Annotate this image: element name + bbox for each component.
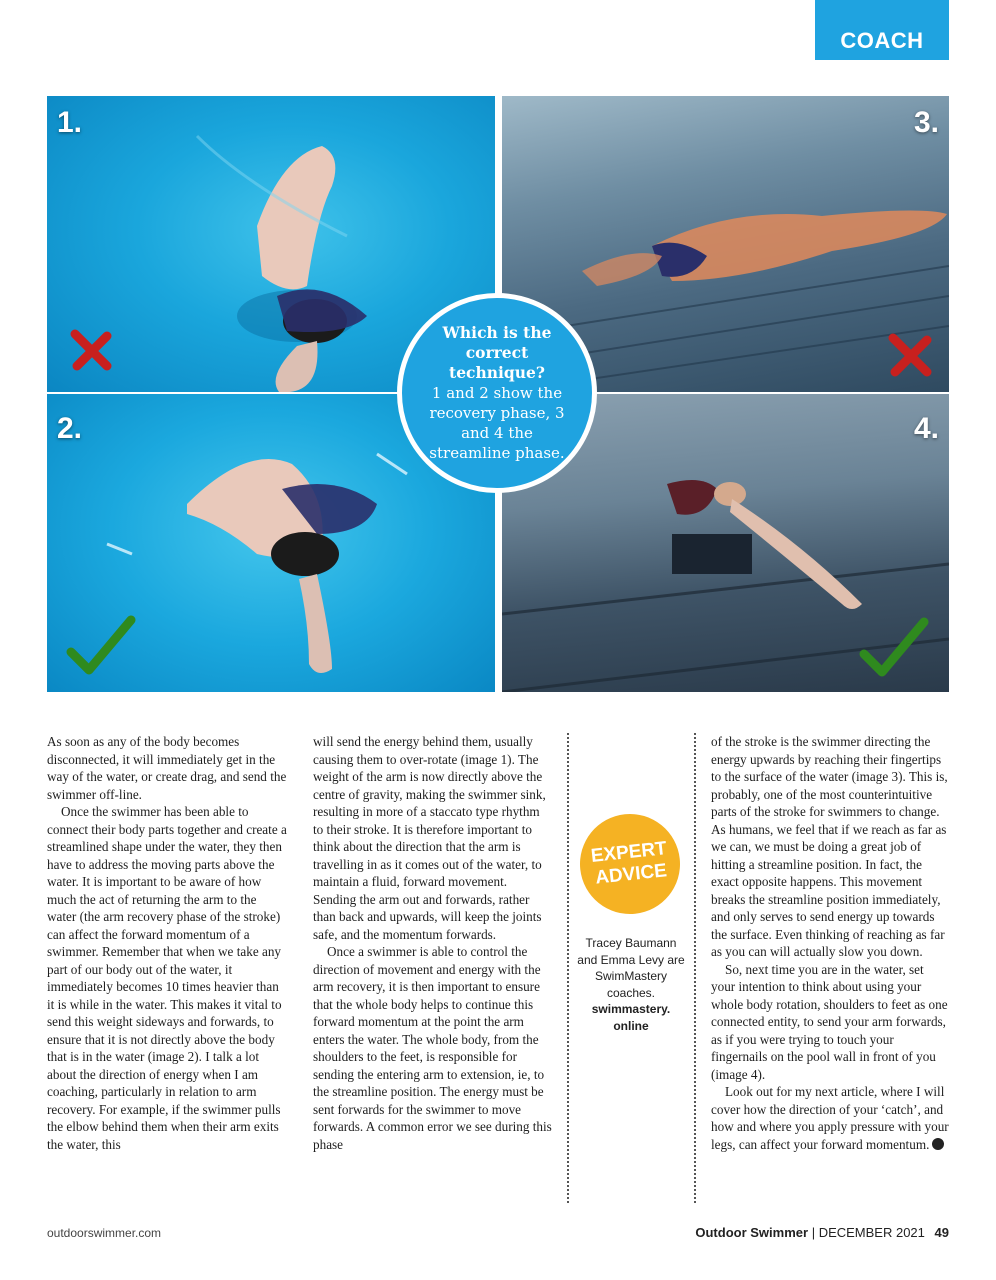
paragraph: of the stroke is the swimmer directing the energy upwards by reaching their fingertips to the surface of the water (image 3). This is, probably, one of the most counterintuitive parts of the stroke for swimmers to change. As humans, we feel that if we reach as far as we can, we must be doing a great job of hitting a streamline position. In fact, the exact opposite happens. This movement breaks the streamline position immediately, and only serves to send energy up towards the surface. Even thinking of reaching as far as you can will actually slow you down. [711,734,948,959]
column-divider [567,733,569,1203]
technique-callout [397,293,597,493]
author-website-link[interactable]: swimmastery. online [591,1002,671,1033]
badge-line-1: EXPERT [589,838,668,867]
callout-question: Which is the correct technique? [442,323,552,382]
cross-icon [887,332,935,380]
paragraph: will send the energy behind them, usually causing them to over-rotate (image 1). The weight of the arm is now directly above the centre of gravity, making the swimmer sink, resulting in more of a staccato type rhythm to their stroke. It is therefore important to think about the direction that the arm is travelling in as it comes out of the water, to maintain a fluid, forward movement. Sending the arm out and forwards, rather than back and upwards, will keep the joints safe, and the momentum forwards. [313,734,546,942]
check-icon [858,614,930,680]
paragraph: Once a swimmer is able to control the direction of movement and energy with the arm recovery, it is then important to ensure that the whole body helps to continue this forward momentum at the point the arm enters the water. The whole body, from the shoulders to the feet, is responsible for sending the entering arm to extension, ie, to the streamline position. The energy must be sent forwards for the swimmer to move forwards. A common error we see during this phase [313,944,552,1152]
paragraph: So, next time you are in the water, set your intention to think about using your whole body rotation, shoulders to feet as one connected entity, to send your arm forwards, as if you were trying to touch your fingernails on the pool wall in front of you (image 4). [711,961,948,1082]
paragraph: Once the swimmer has been able to connect their body parts together and create a streamlined shape under the water, they then have to address the moving parts above the water. It is important to be aware of how much the act of returning the arm to the water (the arm recovery phase of the stroke) can affect the forward momentum of a swimmer. Remember that when we take any part of our body out of the water, it immediately becomes 10 times heavier than it is while in the water. This makes it vital to send this weight sideways and forwards, to ensure that it is not directly above the body that is in the water (image 2). I talk a lot about the direction of energy when I am coaching, particularly in relation to arm recovery. For example, if the swimmer pulls the elbow behind them when their arm exits the water, this [47,804,287,1152]
photo-number: 2. [57,412,83,445]
magazine-name: Outdoor Swimmer [695,1225,809,1240]
paragraph-last [711,1083,951,1153]
photo-number: 3. [913,106,939,139]
end-mark-icon [932,1138,944,1150]
callout-answer: 1 and 2 show the recovery phase, 3 and 4 the streamline phase. [429,384,565,462]
cross-icon [69,328,113,372]
page-number: 49 [934,1225,949,1240]
badge-line-2: ADVICE [594,860,668,889]
section-tab: COACH [815,0,949,60]
article-column-1 [47,733,287,1153]
footer-folio [695,1225,949,1240]
column-divider [694,733,696,1203]
issue-date: DECEMBER 2021 [818,1225,925,1240]
paragraph: As soon as any of the body becomes disconnected, it will immediately get in the way of the water, or create drag, and send the swimmer off-line. [47,734,287,802]
paragraph-text: Look out for my next article, where I will cover how the direction of your ‘catch’, and how and where you apply pressure with your legs, can affect your forward momentum. [711,1084,949,1152]
expert-advice-badge [575,809,685,919]
separator: | [811,1225,819,1240]
article-column-2 [313,733,553,1153]
author-bio [574,935,688,1034]
bio-text: Tracey Baumann and Emma Levy are SwimMastery coaches. [577,936,685,1000]
footer-website[interactable]: outdoorswimmer.com [47,1226,162,1240]
article-column-3 [711,733,951,1153]
check-icon [65,612,137,678]
photo-number: 4. [913,412,939,445]
photo-number: 1. [57,106,83,139]
